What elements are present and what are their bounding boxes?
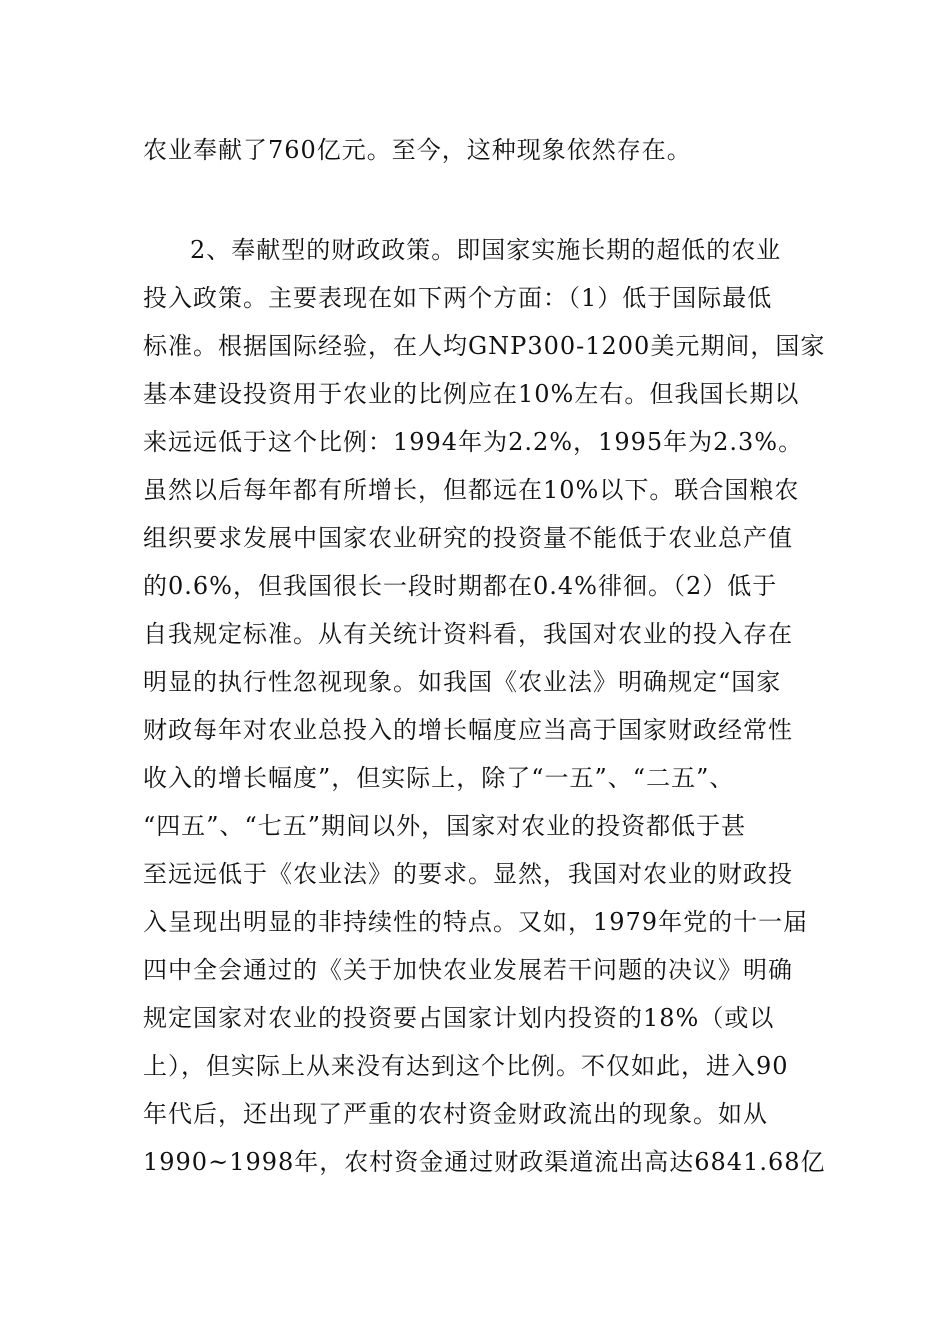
paragraph-2-line-1: 2、奉献型的财政政策。即国家实施长期的超低的农业 <box>190 236 782 264</box>
paragraph-2-line-6: 虽然以后每年都有所增长，但都远在10%以下。联合国粮农 <box>143 476 800 504</box>
paragraph-2-line-19: 年代后，还出现了严重的农村资金财政流出的现象。如从 <box>143 1100 768 1128</box>
paragraph-2-line-2: 投入政策。主要表现在如下两个方面：（1）低于国际最低 <box>143 284 773 312</box>
paragraph-1-line-1: 农业奉献了760亿元。至今，这种现象依然存在。 <box>143 136 692 164</box>
paragraph-2-line-3: 标准。根据国际经验，在人均GNP300-1200美元期间，国家 <box>143 332 826 360</box>
paragraph-2-line-15: 入呈现出明显的非持续性的特点。又如，1979年党的十一届 <box>143 908 809 936</box>
paragraph-2-line-17: 规定国家对农业的投资要占国家计划内投资的18%（或以 <box>143 1004 775 1032</box>
paragraph-2-line-16: 四中全会通过的《关于加快农业发展若干问题的决议》明确 <box>143 956 793 984</box>
paragraph-2-line-12: 收入的增长幅度”，但实际上，除了“一五”、“二五”、 <box>143 764 735 792</box>
paragraph-2-line-5: 来远远低于这个比例：1994年为2.2%，1995年为2.3%。 <box>143 428 804 456</box>
paragraph-2-line-18: 上），但实际上从来没有达到这个比例。不仅如此，进入90 <box>143 1052 789 1080</box>
paragraph-2-line-7: 组织要求发展中国家农业研究的投资量不能低于农业总产值 <box>143 524 793 552</box>
paragraph-2-line-8: 的0.6%，但我国很长一段时期都在0.4%徘徊。（2）低于 <box>143 572 778 600</box>
paragraph-2-line-14: 至远远低于《农业法》的要求。显然，我国对农业的财政投 <box>143 860 793 888</box>
paragraph-2-line-9: 自我规定标准。从有关统计资料看，我国对农业的投入存在 <box>143 620 793 648</box>
paragraph-2-line-4: 基本建设投资用于农业的比例应在10%左右。但我国长期以 <box>143 380 800 408</box>
paragraph-2-line-13: “四五”、“七五”期间以外，国家对农业的投资都低于甚 <box>143 812 747 840</box>
paragraph-2-line-11: 财政每年对农业总投入的增长幅度应当高于国家财政经常性 <box>143 716 793 744</box>
paragraph-2-line-20: 1990~1998年，农村资金通过财政渠道流出高达6841.68亿 <box>143 1148 826 1176</box>
paragraph-2-line-10: 明显的执行性忽视现象。如我国《农业法》明确规定“国家 <box>143 668 782 696</box>
